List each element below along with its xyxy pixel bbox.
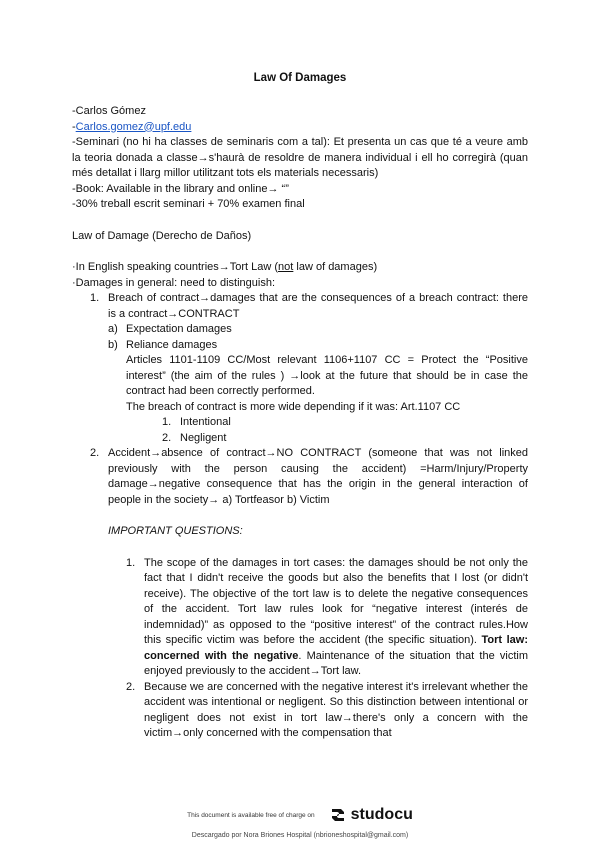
sublist-item	[72, 338, 528, 354]
document-body	[72, 104, 528, 742]
downloaded-by: Descargado por Nora Briones Hospital (nbrioneshospital@gmail.com)	[191, 832, 409, 839]
studocu-brand: studocu	[350, 806, 413, 823]
sublist-marker: 2.	[162, 431, 172, 444]
sublist-text: Expectation damages	[126, 323, 232, 335]
studocu-logo[interactable]	[329, 806, 413, 824]
email-line	[72, 120, 528, 136]
question-text: The scope of the damages in tort cases: the damages should be not only the fact that I didn't receive the goods but also the benefits that I lost (or didn't receive). The objective of the tort law is to delete the negative consequences of the accident. Tort law rules look for “negative interest (interés de indemnidad)” as opposed to the “positive interest” of the contract rules.How this specific victim was before the accident (the specific situation).	[144, 556, 528, 646]
sublist-text: Negligent	[180, 431, 227, 444]
english-not: not	[278, 261, 294, 273]
sublist-text: Reliance damages	[126, 338, 218, 351]
english-pre: ·In English speaking countries→Tort Law (	[72, 261, 279, 273]
sublist-text: Intentional	[180, 416, 231, 428]
email-prefix: -	[72, 120, 76, 133]
list-item-text: Accident→absence of contract→NO CONTRACT (someone that was not linked previously with the person causing the accident) =Harm/Injury/Property damage→negative consequence that has the origin in the general interaction of people in the society→ a) Tortfeasor b) Victim	[108, 447, 528, 506]
english-line	[72, 260, 528, 276]
important-questions-list	[72, 556, 528, 742]
sublist-item	[72, 431, 528, 447]
english-post: law of damages)	[293, 261, 378, 273]
page-title: Law Of Damages	[253, 72, 347, 84]
section-heading: Law of Damage (Derecho de Daños)	[72, 229, 252, 242]
studocu-icon	[329, 806, 347, 824]
question-bold-text: Tort law: concerned with the negative	[144, 634, 529, 662]
author-line: -Carlos Gómez	[72, 105, 146, 117]
footer	[0, 806, 600, 824]
list-number: 2.	[126, 680, 136, 693]
question-item	[72, 680, 528, 742]
list-number: 2.	[90, 447, 100, 459]
list-number: 1.	[90, 292, 100, 304]
damages-general-line: ·Damages in general: need to distinguish:	[72, 276, 276, 289]
email-link[interactable]: Carlos.gomez@upf.edu	[75, 120, 192, 133]
seminari-paragraph: -Seminari (no hi ha classes de seminaris com a tal): Et presenta un cas que té a veure amb la teoria donada a classe→s'haurà de resoldre de manera individual i ell ho corregirà (quan més detallat i llarg millor utilitzant tots els materials necessaris)	[72, 136, 528, 179]
important-heading: IMPORTANT QUESTIONS:	[108, 525, 243, 537]
sublist-marker: 1.	[162, 416, 172, 428]
footer-notice: This document is available free of charge on	[187, 811, 315, 819]
sublist-intent	[72, 415, 528, 446]
list-item-text: Breach of contract→damages that are the consequences of a breach contract: there is a contract→CONTRACT	[108, 292, 528, 320]
damages-list	[72, 291, 528, 508]
sublist-marker: a)	[108, 323, 118, 335]
question-tail: . Maintenance of the situation that the victim enjoyed previously to the accident→Tort law.	[144, 649, 528, 677]
breach-wide-line: The breach of contract is more wide depending if it was: Art.1107 CC	[126, 400, 461, 413]
list-number: 1.	[126, 556, 136, 569]
list-item-breach	[72, 291, 528, 446]
sublist-item	[72, 322, 528, 338]
book-line: -Book: Available in the library and online→ “”	[72, 182, 289, 195]
question-item	[72, 556, 528, 680]
list-item-accident	[72, 446, 528, 508]
question-text: Because we are concerned with the negative interest it's irrelevant whether the accident was intentional or negligent. So this distinction between intentional or negligent does not exist in tort law→there's only a concern with the victim→only concerned with the compensation that	[144, 680, 528, 739]
sublist-damages-types	[72, 322, 528, 353]
articles-paragraph: Articles 1101-1109 CC/Most relevant 1106+1107 CC = Protect the “Positive interest” (the aim of the rules ) →look at the future that should be in case the contract had been correctly performed.	[126, 354, 528, 397]
grading-line: -30% treball escrit seminari + 70% examen final	[72, 198, 305, 210]
sublist-item	[72, 415, 528, 431]
sublist-marker: b)	[108, 338, 118, 351]
